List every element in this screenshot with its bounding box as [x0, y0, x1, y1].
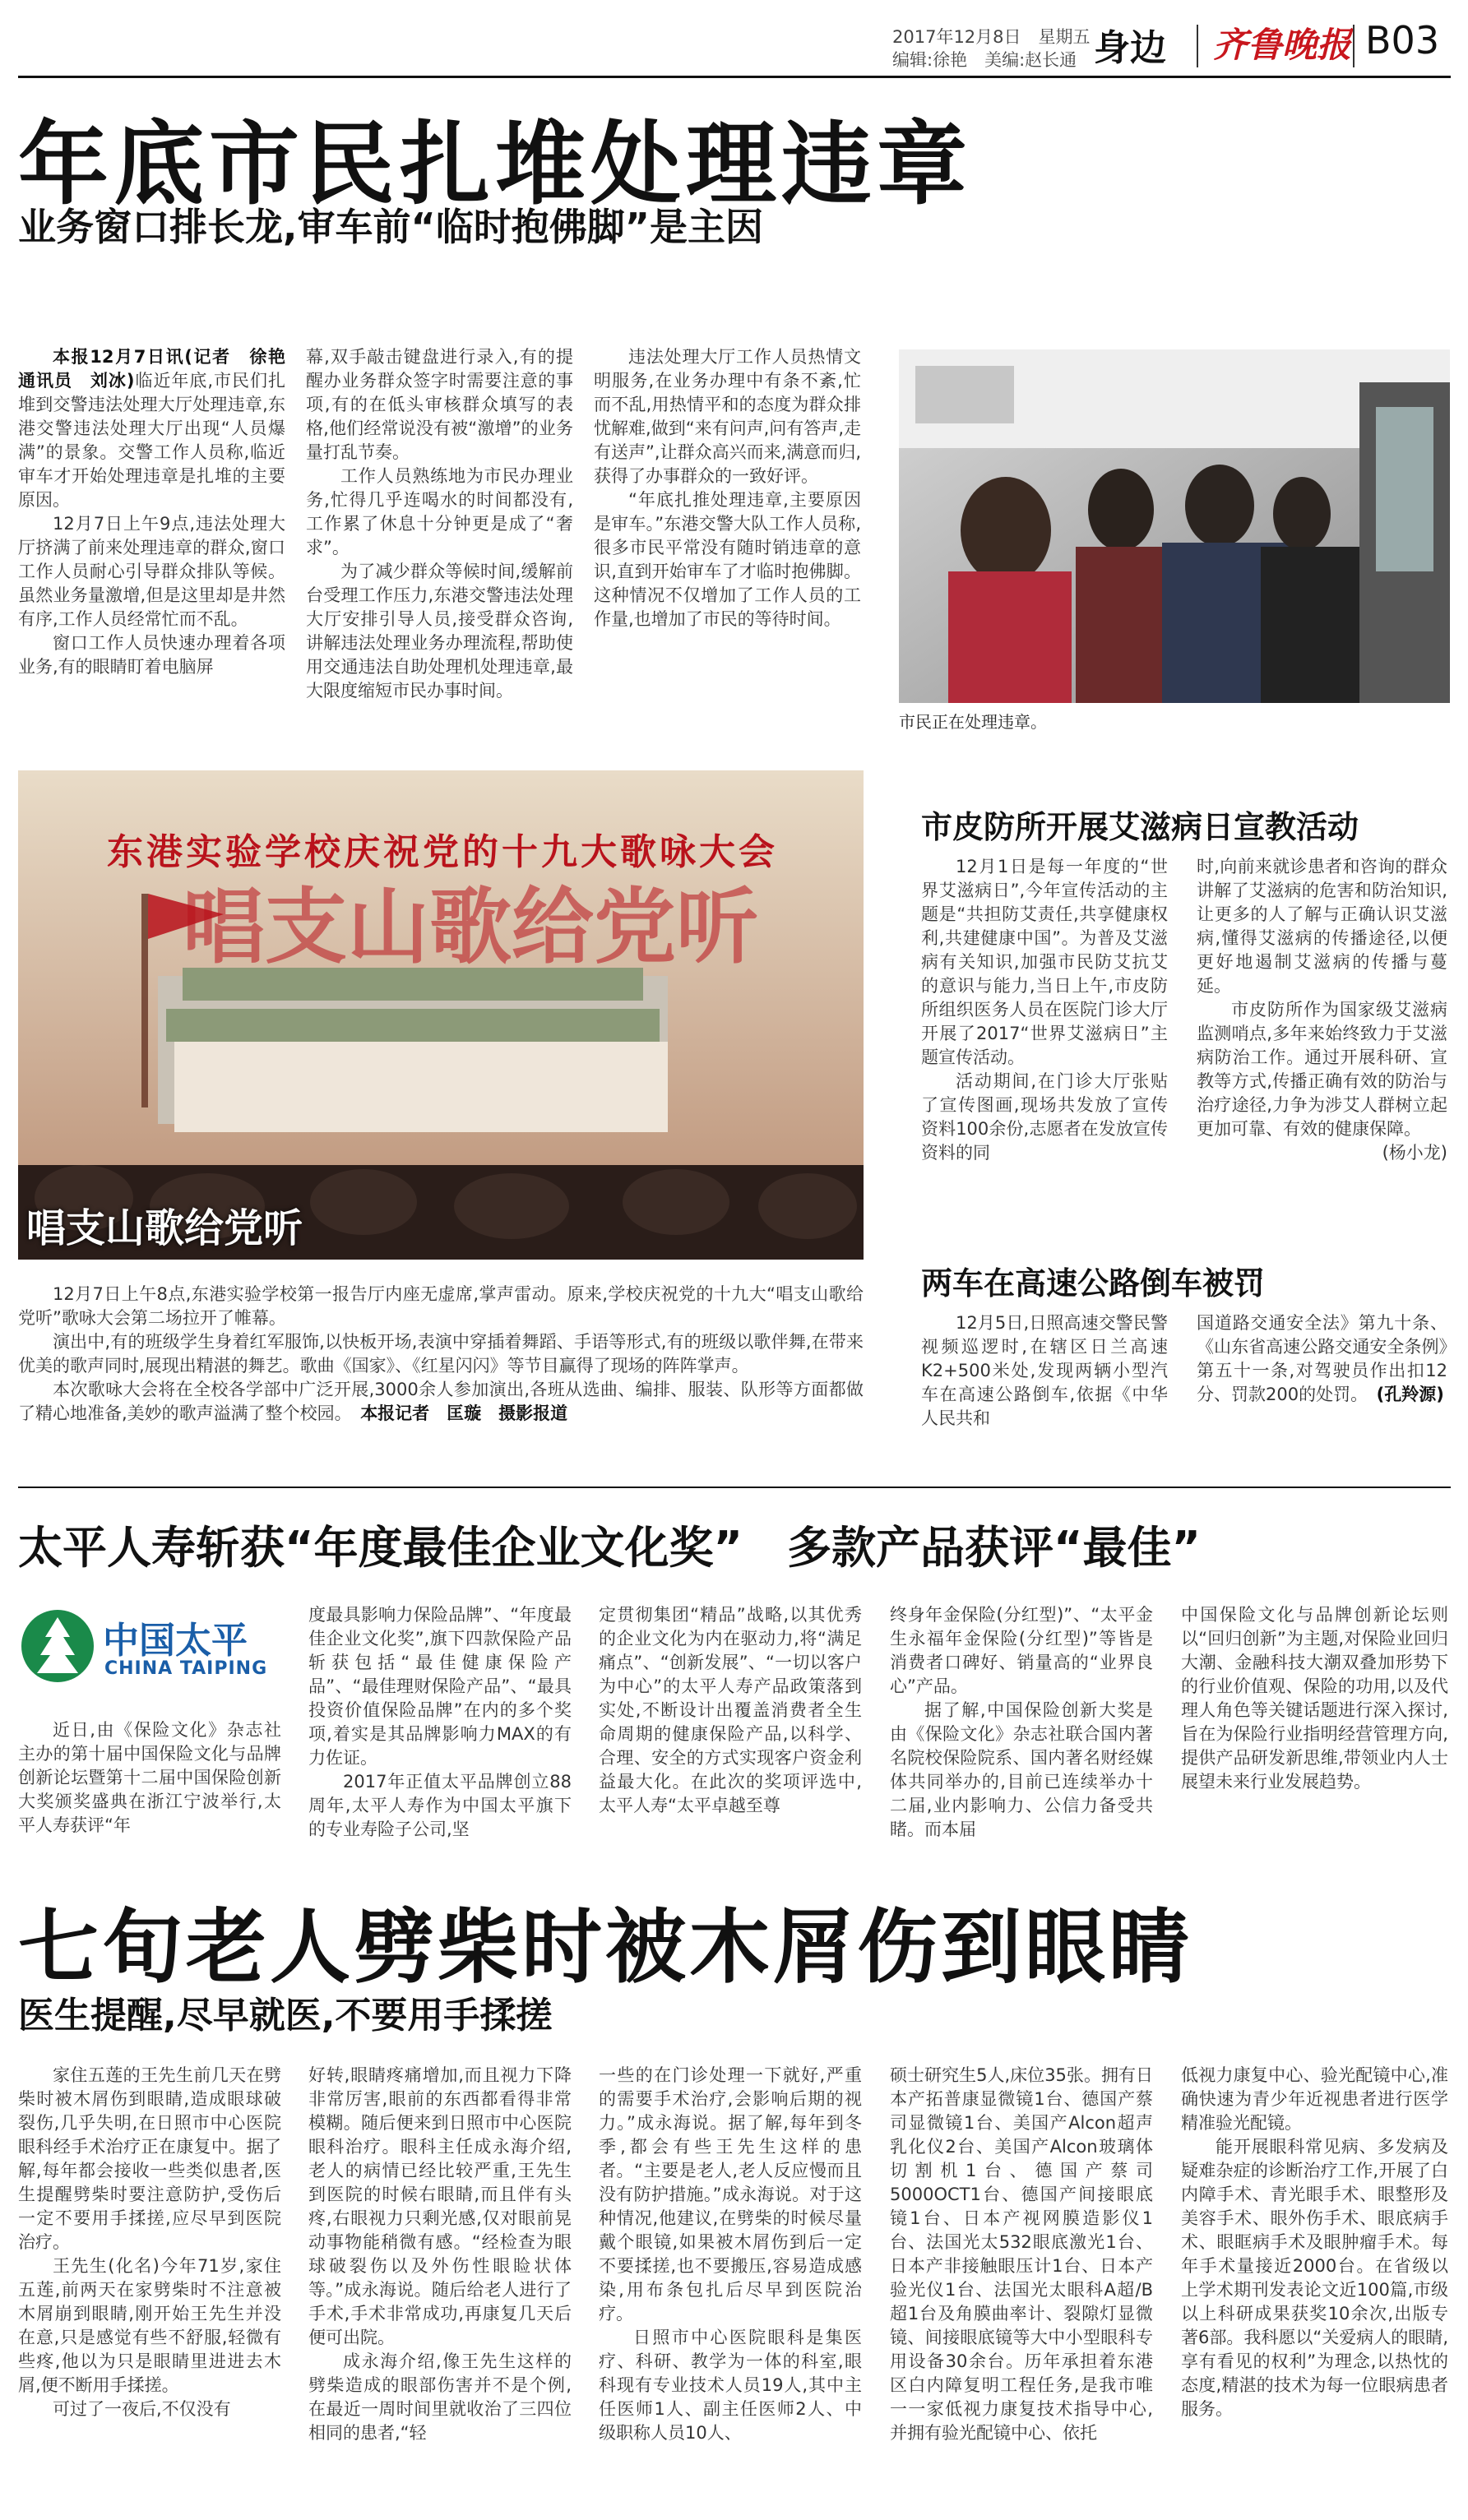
story2-photo-overlay-title: 唱支山歌给党听 [26, 1205, 303, 1251]
paragraph: 家住五莲的王先生前几天在劈柴时被木屑伤到眼睛,造成眼球破裂伤,几乎失明,在日照市中心医院眼科经手术治疗正在康复中。据了解,每年都会接收一些类似患者,医生提醒劈柴时要注意防护,受伤后一定不要用手揉搓,应尽早到医院治疗。 [18, 2065, 281, 2252]
story4-credit: (孔羚源) [1376, 1385, 1444, 1404]
story1-photo [899, 349, 1450, 703]
china-taiping-logo [21, 1607, 292, 1690]
story5-headline: 太平人寿斩获“年度最佳企业文化奖” 多款产品获评“最佳” [18, 1522, 1201, 1574]
paragraph: 违法处理大厅工作人员热情文明服务,在业务办理中有条不紊,忙而不乱,用热情平和的态度为群众排忧解难,做到“来有问声,问有答声,走有送声”,让群众高兴而来,满意而归,获得了办事群众的一致好评。 [594, 347, 861, 486]
story2-banner-text: 东港实验学校庆祝党的十九大歌咏大会 [107, 831, 778, 873]
section-name: 身边 [1094, 27, 1166, 69]
paragraph: 中国保险文化与品牌创新论坛则以“回归创新”为主题,对保险业回归大潮、金融科技大潮双叠加形势下的行业价值观、保险的功用,以及代理人角色等关键话题进行深入探讨,旨在为保险行业指明经营管理方向,提供产品研发新思维,带领业内人士展望未来行业发展趋势。 [1181, 1605, 1448, 1792]
paragraph: 硕士研究生5人,床位35张。拥有日本产拓普康显微镜1台、德国产蔡司显微镜1台、美国产Alcon超声乳化仪2台、美国产Alcon玻璃体切割机1台、德国产蔡司5000OCT1台、德国产间接眼底镜1台、日本产视网膜造影仪1台、法国光太532眼底激光1台、日本产非接触眼压计1台、日本产验光仪1台、法国光太眼科A超/B超1台及角膜曲率计、裂隙灯显微镜、间接眼底镜等大中小型眼科专用设备30余台。历年承担着东港区白内障复明工程任务,是我市唯一一家低视力康复技术指导中心,并拥有验光配镜中心、依托 [890, 2065, 1153, 2443]
paragraph: “年底扎推处理违章,主要原因是审车。”东港交警大队工作人员称,很多市民平常没有随时销违章的意识,直到开始审车了才临时抱佛脚。这种情况不仅增加了工作人员的工作量,也增加了市民的等待时间。 [594, 490, 861, 629]
top-rule [18, 76, 1451, 78]
story6-column-4 [890, 2064, 1153, 2508]
paragraph: 12月5日,日照高速交警民警视频巡逻时,在辖区日兰高速K2+500米处,发现两辆小型汽车在高速公路倒车,依据《中华人民共和 [921, 1313, 1168, 1428]
paragraph: 可过了一夜后,不仅没有 [53, 2399, 231, 2419]
paragraph: 本次歌咏大会将在全校各学部中广泛开展,3000余人参加演出,各班从选曲、编排、服装、队形等方面都做了精心地准备,美妙的歌声溢满了整个校园。 本报记者 匡璇 摄影报道 [18, 1380, 864, 1423]
story6-column-1 [18, 2064, 281, 2508]
story3-credit: (杨小龙) [1382, 1143, 1447, 1163]
paragraph: 临近年底,市民们扎堆到交警违法处理大厅处理违章,东港交警违法处理大厅出现“人员爆满”的景象。交警工作人员称,临近审车才开始处理违章是扎堆的主要原因。 [18, 371, 285, 510]
story5-column-1 [18, 1718, 281, 1866]
story3-headline: 市皮防所开展艾滋病日宣教活动 [921, 809, 1359, 845]
story1-headline: 年底市民扎堆处理违章 [18, 112, 972, 217]
header-date: 2017年12月8日 星期五 [892, 27, 1091, 47]
story6-subhead: 医生提醒,尽早就医,不要用手揉搓 [18, 1995, 553, 2037]
paragraph: 幕,双手敲击键盘进行录入,有的提醒办业务群众签字时需要注意的事项,有的在低头审核群众填写的表格,他们经常说没有被“激增”的业务量打乱节奏。 [306, 347, 573, 462]
story1-column-3 [594, 345, 861, 748]
story3-column-1 [921, 855, 1168, 1233]
story6-column-2 [308, 2064, 572, 2508]
paragraph: 演出中,有的班级学生身着红军服饰,以快板开场,表演中穿插着舞蹈、手语等形式,有的班级以歌伴舞,在带来优美的歌声同时,展现出精湛的舞艺。歌曲《国家》、《红星闪闪》等节目赢得了现场的阵阵掌声。 [18, 1332, 864, 1376]
paragraph: 低视力康复中心、验光配镜中心,准确快速为青少年近视患者进行医学精准验光配镜。 [1181, 2065, 1448, 2133]
story2-credit: 本报记者 匡璇 摄影报道 [360, 1403, 568, 1423]
section-rule [18, 1487, 1451, 1488]
story5-column-3 [599, 1603, 862, 1866]
story1-subhead: 业务窗口排长龙,审车前“临时抱佛脚”是主因 [18, 205, 763, 249]
header-divider [1353, 25, 1355, 67]
paragraph: 近日,由《保险文化》杂志社主办的第十届中国保险文化与品牌创新论坛暨第十二届中国保险创新大奖颁奖盛典在浙江宁波举行,太平人寿获评“年 [18, 1720, 281, 1835]
paragraph: 国道路交通安全法》第九十条、《山东省高速公路交通安全条例》第五十一条,对驾驶员作出扣12分、罚款200的处罚。 (孔羚源) [1197, 1313, 1447, 1404]
story4-headline: 两车在高速公路倒车被罚 [921, 1265, 1266, 1302]
story5-column-2 [308, 1603, 572, 1866]
paragraph: 能开展眼科常见病、多发病及疑难杂症的诊断治疗工作,开展了白内障手术、青光眼手术、眼整形及美容手术、眼外伤手术、眼底病手术、眼眶病手术及眼肿瘤手术。每年手术量接近2000台。在省级以上学术期刊发表论文近100篇,市级以上科研成果获奖10余次,出版专著6部。我科愿以“关爱病人的眼睛,享有看见的权利”为理念,以热忱的态度,精湛的技术为每一位眼病患者服务。 [1181, 2137, 1448, 2419]
story1-column-1 [18, 345, 303, 748]
svg-text:唱支山歌给党听: 唱支山歌给党听 [183, 878, 758, 975]
paragraph: 为了减少群众等候时间,缓解前台受理工作压力,东港交警违法处理大厅安排引导人员,接受群众咨询,讲解违法处理业务办理流程,帮助使用交通违法自助处理机处理违章,最大限度缩短市民办事时间。 [306, 562, 573, 701]
logo-text-en: CHINA TAIPING [104, 1658, 268, 1679]
paragraph: 好转,眼睛疼痛增加,而且视力下降非常厉害,眼前的东西都看得非常模糊。随后便来到日照市中心医院眼科治疗。眼科主任成永海介绍,老人的病情已经比较严重,王先生到医院的时候右眼睛,而且伴有头疼,右眼视力只剩光感,仅对眼前晃动事物能稍微有感。“经检查为眼球破裂伤以及外伤性眼睑状体等。”成永海说。随后给老人进行了手术,手术非常成功,再康复几天后便可出院。 [308, 2065, 572, 2347]
logo-text-cn: 中国太平 [103, 1620, 248, 1662]
story4-column-2 [1197, 1311, 1447, 1459]
paragraph: 活动期间,在门诊大厅张贴了宣传图画,现场共发放了宣传资料100余份,志愿者在发放宣传资料的同 [921, 1071, 1168, 1163]
paragraph: 时,向前来就诊患者和咨询的群众讲解了艾滋病的危害和防治知识,让更多的人了解与正确认识艾滋病,懂得艾滋病的传播途径,以便更好地遏制艾滋病的传播与蔓延。 [1197, 857, 1447, 996]
newspaper-logo: 齐鲁晚报 [1213, 25, 1352, 65]
paragraph: 度最具影响力保险品牌”、“年度最佳企业文化奖”,旗下四款保险产品斩获包括“最佳健康保险产品”、“最佳理财保险产品”、“最具投资价值保险品牌”在内的多个奖项,着实是其品牌影响力MAX的有力佐证。 [308, 1605, 572, 1768]
story1-column-2 [306, 345, 573, 748]
paragraph: 窗口工作人员快速办理着各项业务,有的眼睛盯着电脑屏 [18, 633, 285, 677]
story1-photo-caption: 市民正在处理违章。 [899, 712, 1047, 732]
paragraph: 王先生(化名)今年71岁,家住五莲,前两天在家劈柴时不注意被木屑崩到眼睛,刚开始王先生并没在意,只是感觉有些不舒服,轻微有些疼,他以为只是眼睛里进进去木屑,便不断用手揉搓。 [18, 2256, 281, 2395]
story6-column-5 [1181, 2064, 1448, 2508]
paragraph: 工作人员熟练地为市民办理业务,忙得几乎连喝水的时间都没有,工作累了休息十分钟更是成了“奢求”。 [306, 466, 573, 557]
story5-column-4 [890, 1603, 1153, 1866]
paragraph: 12月7日上午8点,东港实验学校第一报告厅内座无虚席,掌声雷动。原来,学校庆祝党的十九大“唱支山歌给党听”歌咏大会第二场拉开了帷幕。 [18, 1284, 864, 1328]
dateline: 本报12月7日讯(记者 徐艳 通讯员 刘冰) [18, 347, 303, 391]
paragraph: 成永海介绍,像王先生这样的劈柴造成的眼部伤害并不是个例,在最近一周时间里就收治了三四位相同的患者,“轻 [308, 2351, 572, 2443]
page-number: B03 [1365, 18, 1440, 62]
paragraph: 一些的在门诊处理一下就好,严重的需要手术治疗,会影响后期的视力。”成永海说。据了解,每年到冬季,都会有些王先生这样的患者。“主要是老人,老人反应慢而且没有防护措施。”成永海说。对于这种情况,他建议,在劈柴的时候尽量戴个眼镜,如果被木屑伤到后一定不要揉搓,也不要搬压,容易造成感染,用布条包扎后尽早到医院治疗。 [599, 2065, 862, 2323]
paragraph: 2017年正值太平品牌创立88周年,太平人寿作为中国太平旗下的专业寿险子公司,坚 [308, 1772, 572, 1839]
paragraph: 12月7日上午9点,违法处理大厅挤满了前来处理违章的群众,窗口工作人员耐心引导群众排队等候。虽然业务量激增,但是这里却是井然有序,工作人员经常忙而不乱。 [18, 514, 285, 629]
story4-column-1 [921, 1311, 1168, 1459]
story3-column-2 [1197, 855, 1447, 1233]
header-divider [1197, 25, 1198, 67]
paragraph: 12月1日是每一年度的“世界艾滋病日”,今年宣传活动的主题是“共担防艾责任,共享健康权利,共建健康中国”。为普及艾滋病有关知识,加强市民防艾抗艾的意识与能力,当日上午,市皮防所组织医务人员在医院门诊大厅开展了2017“世界艾滋病日”主题宣传活动。 [921, 857, 1168, 1067]
story6-column-3 [599, 2064, 862, 2508]
story5-column-5 [1181, 1603, 1448, 1866]
paragraph: 市皮防所作为国家级艾滋病监测哨点,多年来始终致力于艾滋病防治工作。通过开展科研、宣教等方式,传播正确有效的防治与治疗途径,力争为涉艾人群树立起更加可靠、有效的健康保障。 [1197, 1000, 1447, 1139]
paragraph: 终身年金保险(分红型)”、“太平金生永福年金保险(分红型)”等皆是消费者口碑好、销量高的“业界良心”产品。 [890, 1605, 1153, 1696]
paragraph: 日照市中心医院眼科是集医疗、科研、教学为一体的科室,眼科现有专业技术人员19人,其中主任医师1人、副主任医师2人、中级职称人员10人、 [599, 2328, 862, 2443]
paragraph: 定贯彻集团“精品”战略,以其优秀的企业文化为内在驱动力,将“满足痛点”、“创新发展”、“一切以客户为中心”的太平人寿产品政策落到实处,不断设计出覆盖消费者全生命周期的健康保险产品,以科学、合理、安全的方式实现客户资金利益最大化。在此次的奖项评选中,太平人寿“太平卓越至尊 [599, 1605, 862, 1815]
story6-headline: 七旬老人劈柴时被木屑伤到眼睛 [18, 1901, 1193, 1995]
paragraph: 据了解,中国保险创新大奖是由《保险文化》杂志社联合国内著名院校保险院系、国内著名财经媒体共同举办的,目前已连续举办十二届,业内影响力、公信力备受共睹。而本届 [890, 1700, 1153, 1839]
header-editors: 编辑:徐艳 美编:赵长通 [892, 50, 1077, 70]
story2-body [18, 1283, 864, 1468]
